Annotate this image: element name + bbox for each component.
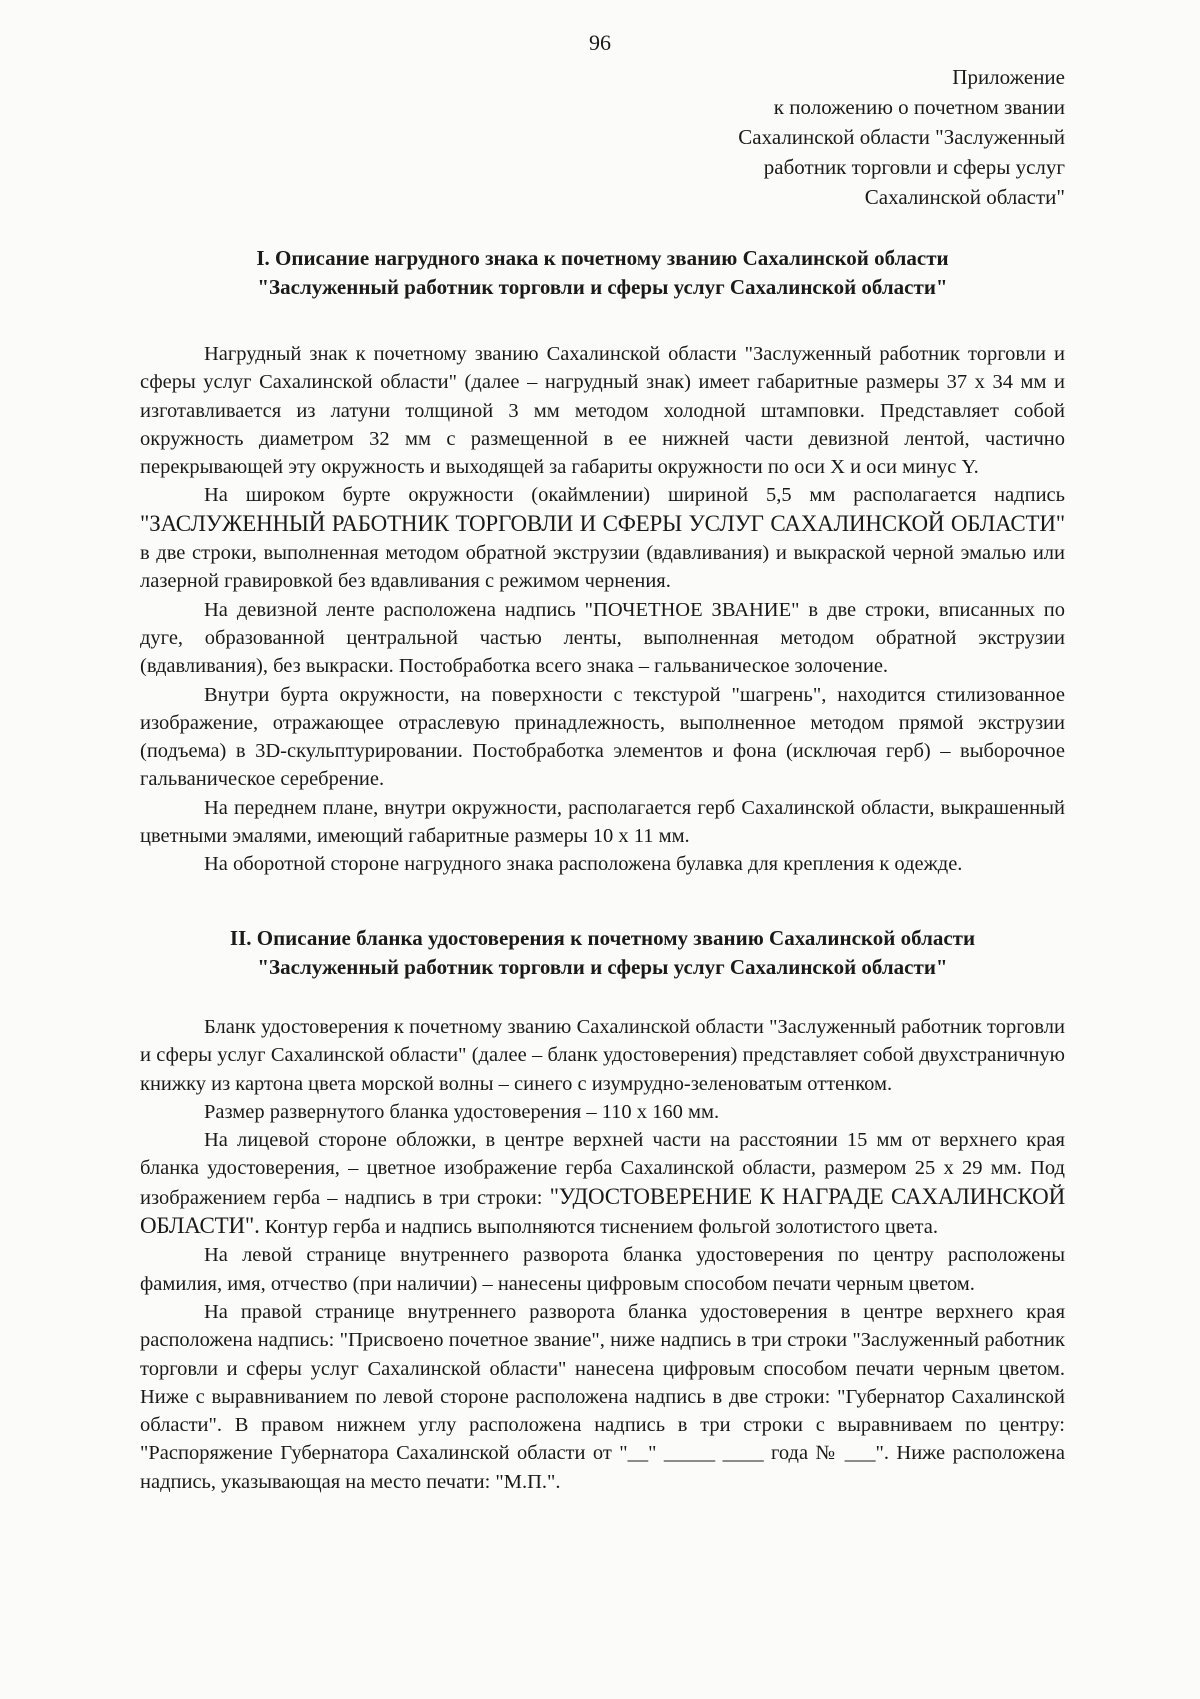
appendix-header (738, 62, 1065, 212)
heading-line: "Заслуженный работник торговли и сферы услуг Сахалинской области" (257, 275, 948, 299)
paragraph-text: Контур герба и надпись выполняются тиснением фольгой золотистого цвета. (264, 1216, 938, 1239)
paragraph: На правой странице внутреннего разворота бланка удостоверения в центре верхнего края расположена надпись: "Присвоено почетное звание", ниже надпись в три строки "Заслуженный работник торговли и сферы услуг Сахалинской области" нанесена цифровым способом печати черным цветом. Ниже с выравниванием по левой стороне расположена надпись в две строки: "Губернатор Сахалинской области". В правом нижнем углу расположена надпись в три строки с выравниваем по центру: "Распоряжение Губернатора Сахалинской области от "__" _____ ____ года № ___". Ниже расположена надпись, указывающая на место печати: "М.П.". (140, 1300, 1065, 1493)
section-2-body (140, 1013, 1065, 1496)
appendix-line: Сахалинской области "Заслуженный (738, 125, 1065, 149)
heading-line: "Заслуженный работник торговли и сферы услуг Сахалинской области" (257, 955, 948, 979)
page-number: 96 (589, 30, 611, 55)
paragraph: Размер развернутого бланка удостоверения – 110 х 160 мм. (204, 1100, 720, 1123)
paragraph: Нагрудный знак к почетному званию Сахалинской области "Заслуженный работник торговли и сферы услуг Сахалинской области" (далее – нагрудный знак) имеет габаритные размеры 37 х 34 мм и изготавливается из латуни толщиной 3 мм методом холодной штамповки. Представляет собой окружность диаметром 32 мм с размещенной в ее нижней части девизной лентой, частично перекрывающей эту окружность и выходящей за габариты окружности по оси X и оси минус Y. (140, 343, 1065, 479)
section-1-heading (140, 244, 1065, 302)
paragraph-text: На лицевой стороне обложки, в центре верхней части на расстоянии 15 мм от верхнего края бланка удостоверения, – цветное изображение герба Сахалинской области, размером 25 х 29 мм. Под изображением герба – надпись в три строки: (140, 1129, 1065, 1209)
paragraph: На переднем плане, внутри окружности, располагается герб Сахалинской области, выкрашенный цветными эмалями, имеющий габаритные размеры 10 х 11 мм. (140, 796, 1065, 848)
appendix-line: работник торговли и сферы услуг (763, 155, 1065, 179)
paragraph: Бланк удостоверения к почетному званию Сахалинской области "Заслуженный работник торговли и сферы услуг Сахалинской области" (далее – бланк удостоверения) представляет собой двухстраничную книжку из картона цвета морской волны – синего с изумрудно-зеленоватым оттенком. (140, 1016, 1065, 1095)
paragraph (140, 1126, 1065, 1241)
paragraph-text: в две строки, выполненная методом обратной экструзии (вдавливания) и выкраской черной эмалью или лазерной гравировкой без вдавливания с режимом чернения. (140, 542, 1065, 593)
inscription-text: "ЗАСЛУЖЕННЫЙ РАБОТНИК ТОРГОВЛИ И СФЕРЫ УСЛУГ САХАЛИНСКОЙ ОБЛАСТИ" (140, 510, 1065, 536)
paragraph (140, 481, 1065, 595)
paragraph: На левой странице внутреннего разворота бланка удостоверения по центру расположены фамилия, имя, отчество (при наличии) – нанесены цифровым способом печати черным цветом. (140, 1244, 1065, 1295)
inscription-text: "УДОСТОВЕРЕНИЕ К НАГРАДЕ САХАЛИНСКОЙ ОБЛАСТИ". (140, 1183, 1066, 1239)
appendix-line: Приложение (952, 65, 1065, 89)
section-1-body (140, 340, 1065, 879)
appendix-line: к положению о почетном звании (773, 95, 1065, 119)
appendix-line: Сахалинской области" (864, 185, 1065, 209)
paragraph: На оборотной стороне нагрудного знака расположена булавка для крепления к одежде. (204, 853, 963, 876)
paragraph: Внутри бурта окружности, на поверхности с текстурой "шагрень", находится стилизованное изображение, отражающее отраслевую принадлежность, выполненное методом прямой экструзии (подъема) в 3D-скульптурировании. Постобработка элементов и фона (исключая герб) – выборочное гальваническое серебрение. (140, 683, 1065, 791)
paragraph: На девизной ленте расположена надпись "ПОЧЕТНОЕ ЗВАНИЕ" в две строки, вписанных по дуге, образованной центральной частью ленты, выполненная методом обратной экструзии (вдавливания), без выкраски. Постобработка всего знака – гальваническое золочение. (140, 598, 1065, 678)
section-2-heading (140, 924, 1065, 982)
paragraph-text: На широком бурте окружности (окаймлении) шириной 5,5 мм располагается надпись (204, 484, 1065, 507)
heading-line: II. Описание бланка удостоверения к почетному званию Сахалинской области (229, 926, 976, 950)
heading-line: I. Описание нагрудного знака к почетному званию Сахалинской области (256, 246, 949, 270)
